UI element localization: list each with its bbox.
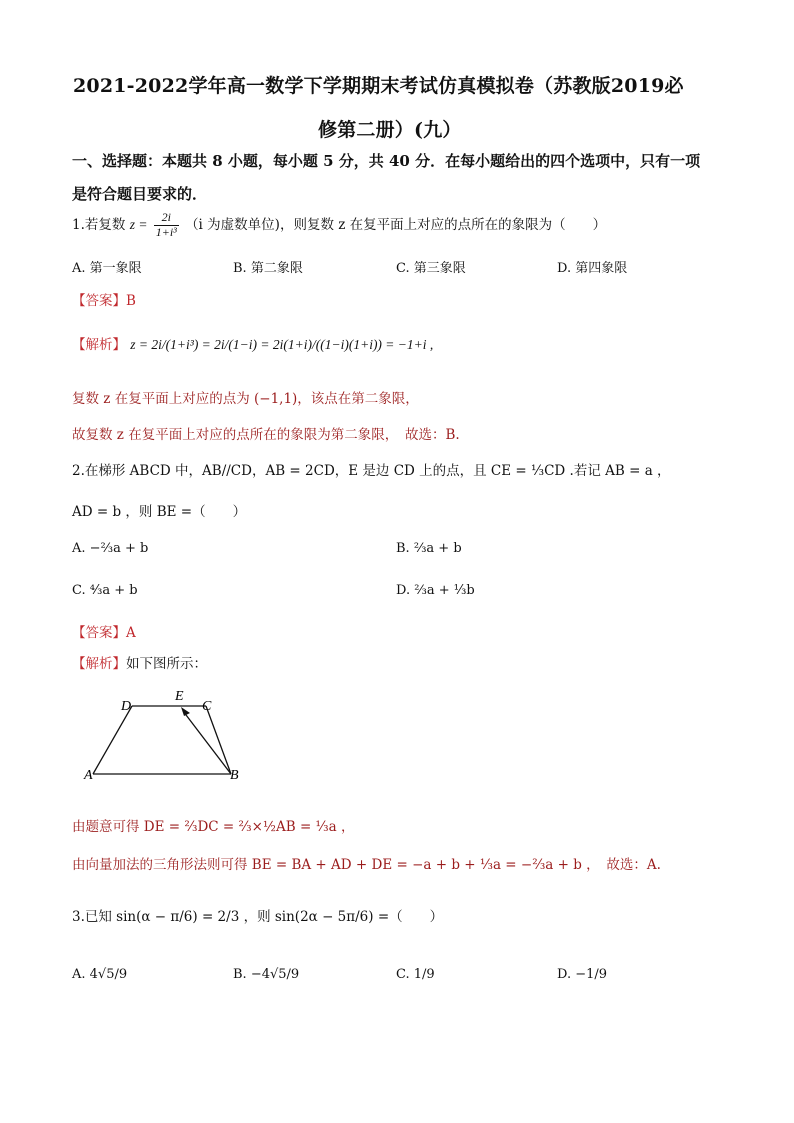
q1-analysis-line-2: 复数 z 在复平面上对应的点为 (−1,1)，该点在第二象限，: [72, 391, 419, 407]
q2-option-d: D. ⅔a + ⅓b: [396, 583, 475, 598]
label-b: B: [230, 768, 239, 783]
q2-analysis-tag: 【解析】: [72, 656, 126, 672]
label-e: E: [175, 689, 184, 704]
q1-stem-eq: z =: [129, 216, 148, 232]
q3-option-c: C. 1/9: [396, 967, 435, 982]
q2-answer: [72, 621, 136, 641]
edge-bc: [206, 706, 231, 774]
q2-answer-value: A: [126, 625, 136, 641]
q1-frac-den: 1+i³: [155, 224, 177, 239]
q1-option-b: B. 第二象限: [233, 261, 303, 276]
q1-analysis-line-3: 故复数 z 在复平面上对应的点所在的象限为第二象限， 故选：B.: [72, 427, 460, 443]
q2-analysis-line-2-text: 由题意可得 DE = ⅔DC = ⅔×½AB = ⅓a ，: [72, 819, 355, 835]
q3-option-b: B. −4√5/9: [233, 967, 300, 982]
q1-answer: [72, 289, 136, 309]
q1-option-c: C. 第三象限: [396, 261, 466, 276]
q2-analysis-line-2: [72, 815, 354, 835]
q1-fraction: [154, 211, 179, 240]
q1-stem-prefix: 1.若复数: [72, 216, 126, 233]
q1-analysis-eq: z = 2i/(1+i³) = 2i/(1−i) = 2i(1+i)/((1−i)(1+i)) = −1+i ,: [130, 337, 434, 352]
title-line-1: 2021-2022学年高一数学下学期期末考试仿真模拟卷（苏教版2019必: [73, 75, 684, 97]
q1-analysis-tag: 【解析】: [72, 337, 126, 353]
q2-analysis-intro-text: 如下图所示：: [126, 656, 207, 672]
title-line-2: 修第二册）(九）: [318, 119, 462, 141]
q2-option-a: A. −⅔a + b: [72, 541, 149, 556]
q2-analysis-line-3: [72, 853, 661, 873]
section-heading-line-1: 一、选择题：本题共 8 小题，每小题 5 分，共 40 分．在每小题给出的四个选项中，只有一项: [72, 152, 701, 170]
vector-be: [183, 711, 231, 774]
q1-stem: [72, 211, 606, 240]
q2-stem-line-2: AD = b ，则 BE =（ ）: [72, 504, 247, 520]
label-c: C: [202, 699, 212, 714]
q1-answer-tag: 【答案】: [72, 293, 126, 309]
q2-option-b: B. ⅔a + b: [396, 541, 462, 556]
q3-option-d: D. −1/9: [557, 967, 608, 982]
trapezoid-diagram: [80, 684, 250, 784]
q1-option-a: A. 第一象限: [72, 261, 142, 276]
vector-be-arrowhead: [181, 707, 190, 716]
q1-analysis-line-1: [72, 333, 433, 353]
q2-option-c: C. ⁴⁄₃a + b: [72, 583, 138, 598]
q3-stem: 3.已知 sin(α − π/6) = 2/3 ，则 sin(2α − 5π/6) =（ ）: [72, 909, 444, 925]
q3-option-a: A. 4√5/9: [72, 967, 128, 982]
q2-stem-line-1: 2.在梯形 ABCD 中，AB//CD，AB = 2CD，E 是边 CD 上的点，且 CE = ⅓CD .若记 AB = a ，: [72, 463, 671, 479]
label-d: D: [121, 699, 132, 714]
q1-option-d: D. 第四象限: [557, 261, 628, 276]
q2-answer-tag: 【答案】: [72, 625, 126, 641]
q1-answer-value: B: [126, 293, 136, 309]
q1-frac-num: 2i: [154, 211, 179, 226]
label-a: A: [84, 768, 93, 783]
section-heading-line-2: 是符合题目要求的．: [72, 185, 208, 203]
edge-ad: [93, 706, 132, 774]
q2-analysis-line-3-text: 由向量加法的三角形法则可得 BE = BA + AD + DE = −a + b + ⅓a = −⅔a + b ， 故选：A.: [72, 857, 661, 873]
q2-analysis-intro: [72, 652, 207, 672]
q1-stem-suffix: （i 为虚数单位)，则复数 z 在复平面上对应的点所在的象限为（ ）: [185, 216, 607, 233]
